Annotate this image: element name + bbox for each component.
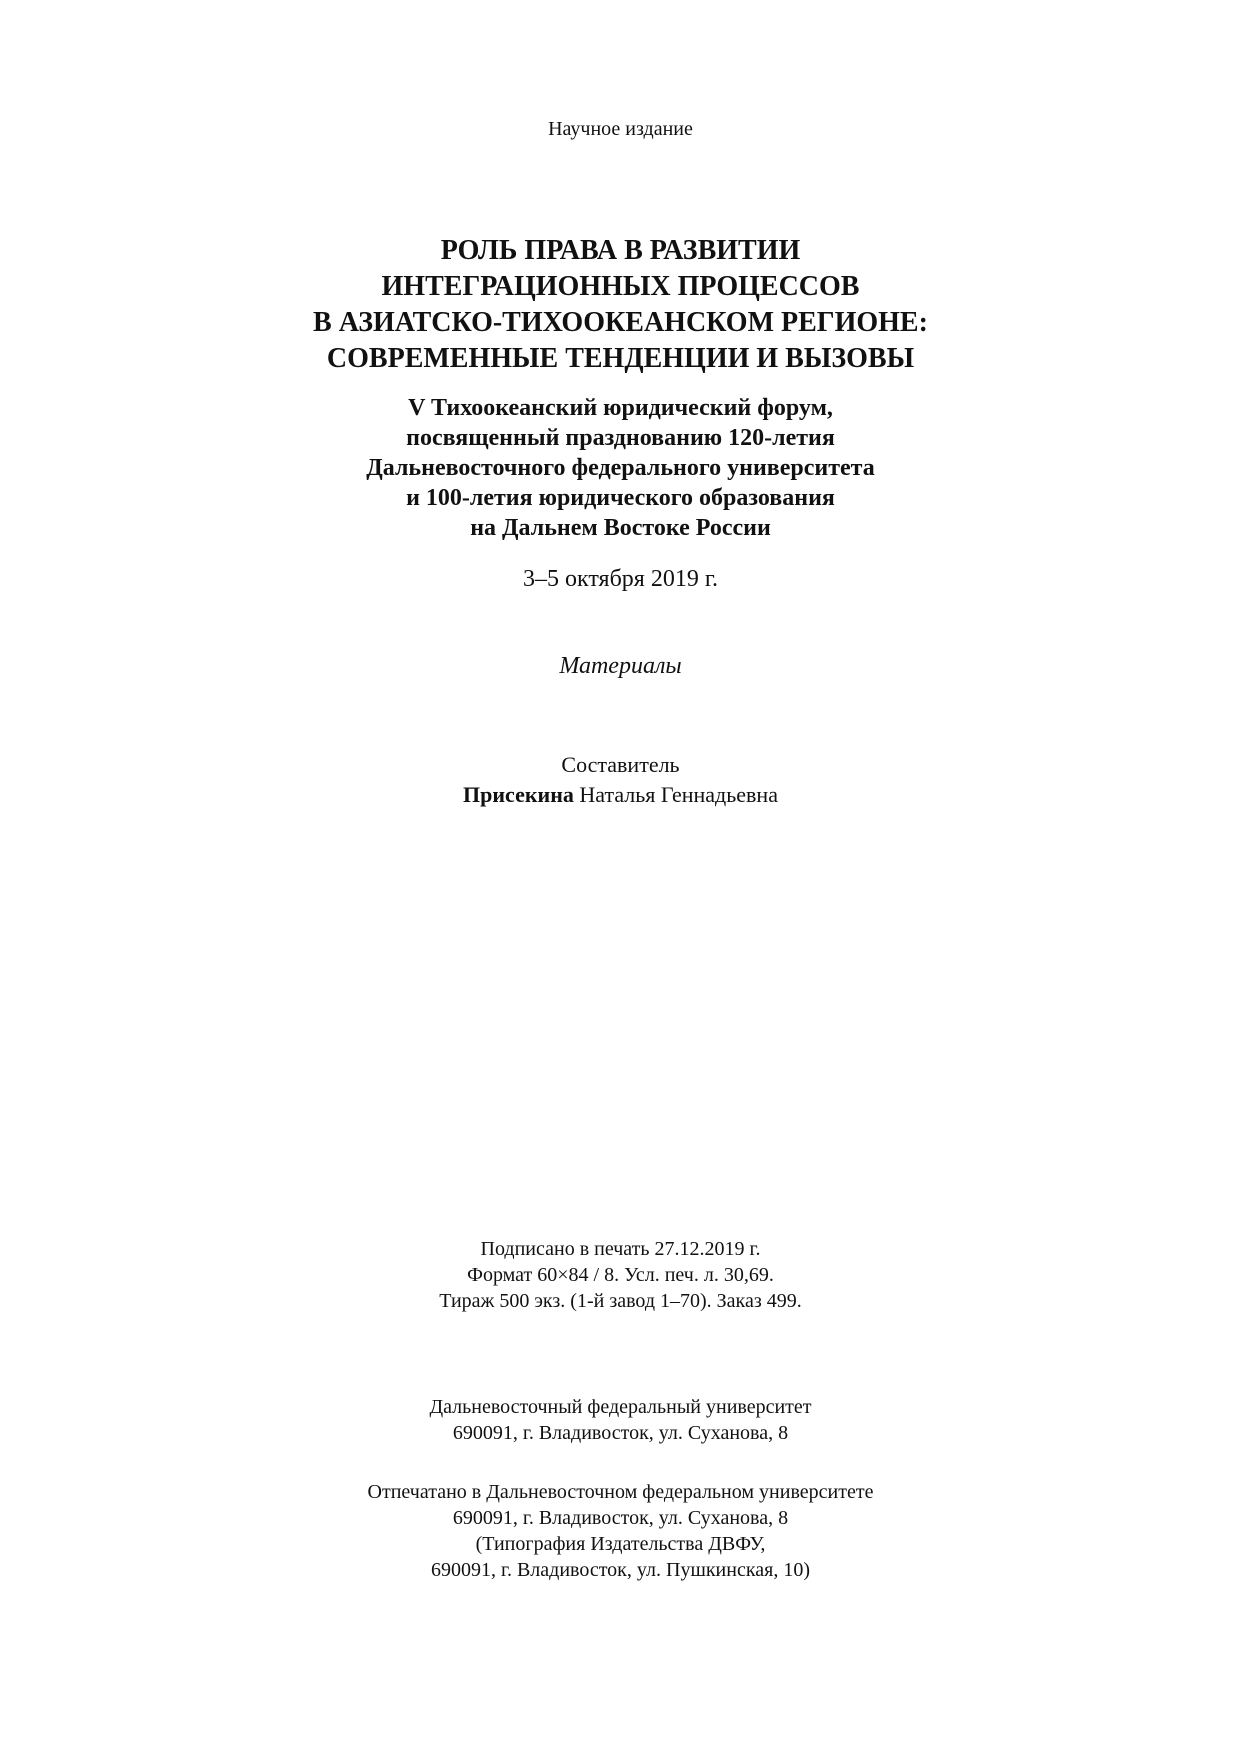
subtitle-line: и 100-летия юридического образования [406,485,835,511]
imprint-line: Тираж 500 экз. (1-й завод 1–70). Заказ 499. [439,1290,802,1312]
subtitle-line: на Дальнем Востоке России [470,515,771,541]
publisher-line: Дальневосточный федеральный университет [429,1396,812,1418]
publisher-line: 690091, г. Владивосток, ул. Суханова, 8 [452,1422,789,1444]
book-subtitle [0,393,1241,543]
imprint-line: Подписано в печать 27.12.2019 г. [480,1238,761,1260]
publication-genre [0,651,1241,681]
event-dates [0,564,1241,594]
compiler [0,750,1241,810]
title-line: ИНТЕГРАЦИОННЫХ ПРОЦЕССОВ [381,271,860,302]
imprint-line: Формат 60×84 / 8. Усл. печ. л. 30,69. [467,1264,774,1286]
compiler-surname: Присекина [463,782,574,807]
subtitle-line: V Тихоокеанский юридический форум, [408,395,833,421]
printer-line: 690091, г. Владивосток, ул. Суханова, 8 [452,1507,789,1529]
compiler-given-names: Наталья Геннадьевна [579,782,778,807]
title-line: РОЛЬ ПРАВА В РАЗВИТИИ [440,235,801,266]
edition-type [0,117,1241,141]
printer-line: 690091, г. Владивосток, ул. Пушкинская, 10) [431,1559,810,1581]
edition-type-text: Научное издание [548,118,693,140]
title-line: СОВРЕМЕННЫЕ ТЕНДЕНЦИИ И ВЫЗОВЫ [326,343,915,374]
publisher-address [0,1394,1241,1446]
printer-line: (Типография Издательства ДВФУ, [475,1533,766,1555]
subtitle-line: Дальневосточного федерального университета [366,455,875,481]
publication-genre-text: Материалы [559,653,682,679]
title-line: В АЗИАТСКО-ТИХООКЕАНСКОМ РЕГИОНЕ: [313,307,928,338]
imprint-details [0,1236,1241,1314]
compiler-name [0,780,1241,810]
printer-address [0,1479,1241,1583]
compiler-label: Составитель [561,752,680,777]
subtitle-line: посвященный празднованию 120-летия [406,425,835,451]
printer-line: Отпечатано в Дальневосточном федеральном университете [367,1481,874,1503]
book-title [0,233,1241,377]
event-dates-text: 3–5 октября 2019 г. [523,566,718,592]
